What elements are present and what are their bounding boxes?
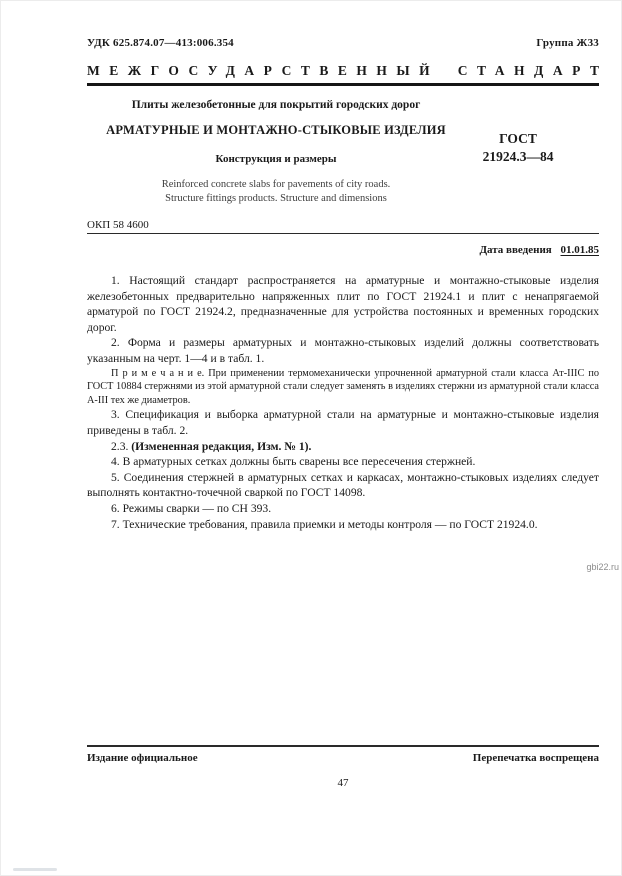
paragraph-2: 2. Форма и размеры арматурных и монтажно-стыковых изделий должны соответствовать указанным на черт. 1—4 и в табл. 1.: [87, 336, 599, 366]
site-watermark: gbi22.ru: [586, 562, 619, 572]
effective-date-line: [87, 244, 599, 256]
paragraph-note: [87, 367, 599, 408]
title-block: [87, 99, 599, 206]
title-column: [87, 99, 465, 206]
effective-date-value: 01.01.85: [560, 244, 599, 257]
paragraph-6: 6. Режимы сварки — по СН 393.: [111, 502, 272, 515]
standard-type-heading: [87, 63, 609, 79]
standard-designation-line-2: 21924.3—84: [482, 148, 554, 164]
document-header: [87, 37, 599, 49]
amendment-bold-text: (Измененная редакция, Изм. № 1).: [131, 439, 312, 453]
okp-code: ОКП 58 4600: [87, 218, 149, 231]
paragraph-amendment: [87, 439, 599, 455]
standard-designation-line-1: ГОСТ: [499, 130, 537, 146]
standard-type-word-2: СТАНДАРТ: [457, 63, 609, 78]
amendment-prefix: 2.3.: [111, 439, 132, 453]
body-text: [87, 273, 599, 532]
standard-designation: [465, 99, 599, 206]
document-title: АРМАТУРНЫЕ И МОНТАЖНО-СТЫКОВЫЕ ИЗДЕЛИЯ: [106, 122, 446, 137]
okp-rule: [87, 233, 599, 235]
heading-rule: [87, 83, 599, 86]
paragraph-5: 5. Соединения стержней в арматурных сетках и каркасах, монтажно-стыковых изделиях следует выполнять контактно-точечной сваркой по ГОСТ 14098.: [87, 470, 599, 500]
footer-row: [87, 752, 599, 764]
paragraph-7: 7. Технические требования, правила приемки и методы контроля — по ГОСТ 21924.0.: [111, 517, 538, 531]
footer-rule: [87, 745, 599, 747]
page-content: [1, 1, 621, 532]
page-number: 47: [337, 776, 349, 789]
paragraph-1: 1. Настоящий стандарт распространяется на арматурные и монтажно-стыковые изделия железобетонных предварительно напряженных плит по ГОСТ 21924.1 и плит с ненапрягаемой арматурой по ГОСТ 21924.2, предназначенные для устройства постоянных и временных городских дорог.: [87, 274, 599, 334]
document-subject: Плиты железобетонные для покрытий городских дорог: [131, 98, 421, 111]
effective-date-label: Дата введения: [479, 244, 552, 257]
reprint-prohibited-label: Перепечатка воспрещена: [472, 751, 599, 764]
standard-type-word-1: МЕЖГОСУДАРСТВЕННЫЙ: [87, 63, 440, 78]
group-code: Группа Ж33: [536, 37, 599, 49]
note-label: П р и м е ч а н и е.: [111, 367, 205, 379]
document-title-english-line-2: Structure fittings products. Structure and dimensions: [165, 192, 387, 204]
paragraph-3: 3. Спецификация и выборка арматурной стали на арматурные и монтажно-стыковые изделия приведены в табл. 2.: [87, 408, 599, 438]
document-subtitle: Конструкция и размеры: [215, 152, 337, 165]
udk-code: УДК 625.874.07—413:006.354: [87, 37, 234, 49]
page-footer: [87, 745, 599, 789]
official-edition-label: Издание официальное: [87, 751, 198, 764]
document-title-english: [87, 178, 465, 206]
note-text: При применении термомеханически упрочненной арматурной стали класса Ат-IIIС по ГОСТ 10884 стержнями из этой арматурной стали следует заменять в изделиях стержни из арматурной стали класса А-III тех же диаметров.: [87, 367, 599, 406]
paragraph-4: 4. В арматурных сетках должны быть сварены все пересечения стержней.: [111, 455, 476, 469]
scan-artifact-bottom-left: [13, 868, 57, 871]
document-title-english-line-1: Reinforced concrete slabs for pavements of city roads.: [161, 178, 391, 190]
